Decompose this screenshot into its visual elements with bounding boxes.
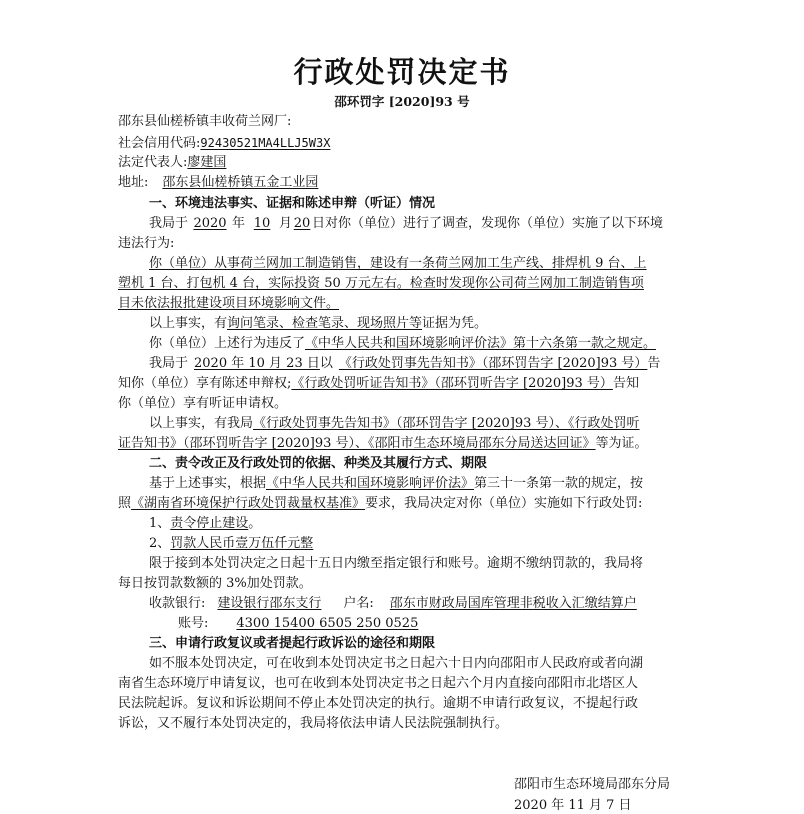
credit-code-row xyxy=(118,135,330,152)
violation-facts-line1: 你（单位）从事荷兰网加工制造销售，建设有一条荷兰网加工生产线、排焊机 9 台、上 xyxy=(149,256,647,271)
address-row xyxy=(118,175,374,191)
s2-payment-line2: 每日按罚款数额的 3%加处罚款。 xyxy=(118,576,312,591)
legal-rep-value: 廖建国 xyxy=(187,155,227,170)
investigation-month: 10 xyxy=(253,216,271,231)
notice-date: 2020 年 10 月 23 日 xyxy=(194,356,320,371)
s3-line1: 如不服本处罚决定，可在收到本处罚决定书之日起六十日内向邵阳市人民政府或者向湖 xyxy=(149,656,644,671)
account-no-row xyxy=(178,616,426,632)
account-name-value: 邵东市财政局国库管理非税收入汇缴结算户 xyxy=(389,596,637,611)
s1-proof-line2: 证告知书》（邵环罚听告字 [2020]93 号）、《邵阳市生态环境局邵东分局送达回证》等为证。 xyxy=(118,436,648,451)
penalty-law: 《中华人民共和国环境影响评价法》 xyxy=(266,476,475,491)
discretion-standard: 《湖南省环境保护行政处罚裁量权基准》 xyxy=(131,496,366,511)
s1-violation-label: 违法行为: xyxy=(118,236,175,251)
account-no-label: 账号: xyxy=(178,616,209,631)
s1-law-violated: 你（单位）上述行为违反了《中华人民共和国环境影响评价法》第十六条第一款之规定。 xyxy=(149,336,657,351)
s3-line4: 诉讼，又不履行本处罚决定的，我局将依法申请人民法院强制执行。 xyxy=(118,716,509,731)
law-violated: 《中华人民共和国环境影响评价法》第十六条第一款之规定。 xyxy=(305,336,657,351)
investigation-year: 2020 xyxy=(193,216,227,231)
account-no-value: 4300 15400 6505 250 0525 xyxy=(236,616,419,631)
s1-investigation: 我局于 2020 年 10 月 20 日对你（单位）进行了调查，发现你（单位）实施了以下环境 xyxy=(149,216,664,231)
violation-facts-line2: 塑机 1 台、打包机 4 台，实际投资 50 万元左右。检查时发现你公司荷兰网加工制造销售项 xyxy=(118,276,644,291)
address-label: 地址: xyxy=(118,175,149,190)
violation-facts-line3: 目未依法报批建设项目环境影响文件。 xyxy=(118,296,340,311)
legal-rep-row xyxy=(118,155,325,171)
s2-payment-line1: 限于接到本处罚决定之日起十五日内缴至指定银行和账号。逾期不缴纳罚款的，我局将 xyxy=(149,556,644,571)
s1-notice-line1: 我局于 2020 年 10 月 23 日以 《行政处罚事先告知书》（邵环罚告字 [2020]93 号）告 xyxy=(149,356,661,371)
penalty-stop-construction: 责令停止建设 xyxy=(170,516,249,531)
s1-notice-line3: 你（单位）享有听证申请权。 xyxy=(118,396,288,411)
section-2-heading: 二、责令改正及行政处罚的依据、种类及其履行方式、期限 xyxy=(149,456,488,471)
s1-evidence: 以上事实，有询问笔录、检查笔录、现场照片等证据为凭。 xyxy=(149,316,488,331)
s1-proof-line1: 以上事实，有我局《行政处罚事先告知书》（邵环罚告字 [2020]93 号）、《行政处罚听 xyxy=(149,416,640,431)
s2-basis-line1: 基于上述事实，根据《中华人民共和国环境影响评价法》第三十一条第一款的规定，按 xyxy=(149,476,644,491)
credit-code-label: 社会信用代码: xyxy=(118,136,201,151)
signature-org: 邵阳市生态环境局邵东分局 xyxy=(514,777,671,792)
evidence-list: 询问笔录、检查笔录、现场照片等 xyxy=(227,316,423,331)
investigation-day: 20 xyxy=(293,216,311,231)
signature-date: 2020 年 11 月 7 日 xyxy=(514,798,632,813)
section-3-heading: 三、申请行政复议或者提起行政诉讼的途径和期限 xyxy=(149,636,436,651)
account-name-label: 户名: xyxy=(343,596,374,611)
legal-rep-label: 法定代表人: xyxy=(118,155,188,170)
bank-value: 建设银行邵东支行 xyxy=(217,596,322,611)
s1-notice-line2: 知你（单位）享有陈述申辩权;《行政处罚听证告知书》（邵环罚听告字 [2020]93 号）告知 xyxy=(118,376,639,391)
s3-line2: 南省生态环境厅申请复议，也可在收到本处罚决定书之日起六个月内直接向邵阳市北塔区人 xyxy=(118,676,639,691)
document-number: 邵环罚字 [2020]93 号 xyxy=(334,94,470,109)
penalty-fine-amount: 罚款人民币壹万伍仟元整 xyxy=(170,536,314,551)
section-1-heading: 一、环境违法事实、证据和陈述申辩（听证）情况 xyxy=(149,196,436,211)
bank-row xyxy=(149,596,647,612)
credit-code-value: 92430521MA4LLJ5W3X xyxy=(200,136,331,150)
penalty-item-2: 2、罚款人民币壹万伍仟元整 xyxy=(149,536,314,551)
penalty-item-1: 1、责令停止建设。 xyxy=(149,516,262,531)
s2-basis-line2: 照《湖南省环境保护行政处罚裁量权基准》要求，我局决定对你（单位）实施如下行政处罚: xyxy=(118,496,643,511)
hearing-notice-doc: 《行政处罚听证告知书》（邵环罚听告字 [2020]93 号） xyxy=(291,376,613,391)
prior-notice-doc: 《行政处罚事先告知书》（邵环罚告字 [2020]93 号） xyxy=(338,356,648,371)
s3-line3: 民法院起诉。复议和诉讼期间不停止本处罚决定的执行。逾期不申请行政复议，不提起行政 xyxy=(118,696,639,711)
recipient: 邵东县仙槎桥镇丰收荷兰网厂: xyxy=(118,114,292,129)
bank-label: 收款银行: xyxy=(149,596,206,611)
page-title: 行政处罚决定书 xyxy=(293,55,511,89)
address-value: 邵东县仙槎桥镇五金工业园 xyxy=(162,175,319,190)
